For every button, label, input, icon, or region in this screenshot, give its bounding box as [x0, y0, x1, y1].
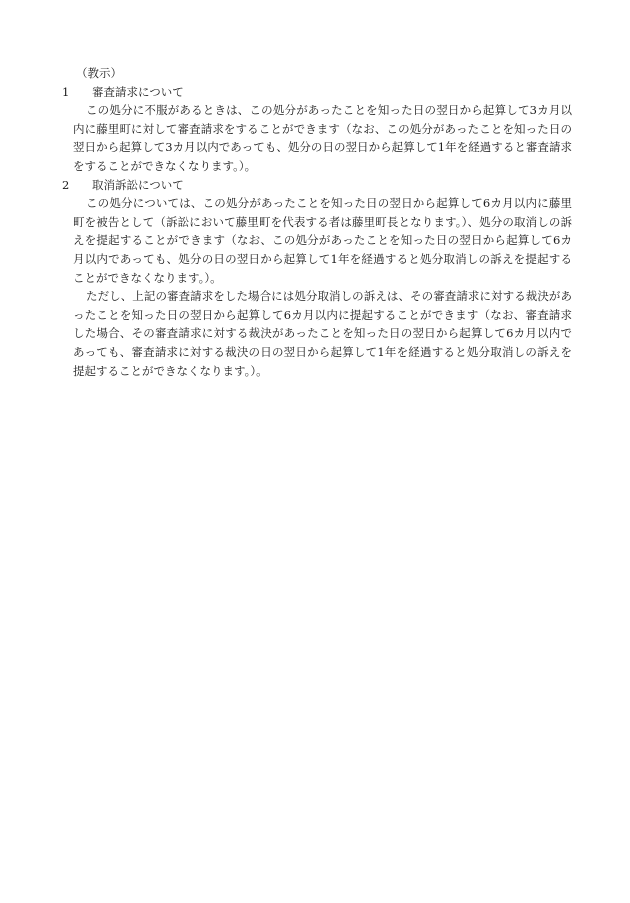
- paragraph: ただし、上記の審査請求をした場合には処分取消しの訴えは、その審査請求に対する裁決があったことを知った日の翌日から起算して6カ月以内に提起することができます（なお、審査請求した場合、その審査請求に対する裁決があったことを知った日の翌日から起算して6カ月以内であっても、審査請求に対する裁決の日の翌日から起算して1年を経過すると処分取消しの訴えを提起することができなくなります。）。: [73, 289, 572, 378]
- section-heading: [62, 83, 572, 102]
- section-heading: [62, 176, 572, 195]
- paragraph: この処分に不服があるときは、この処分があったことを知った日の翌日から起算して3カ月以内に藤里町に対して審査請求をすることができます（なお、この処分があったことを知った日の翌日から起算して3カ月以内であっても、処分の日の翌日から起算して1年を経過すると審査請求をすることができなくなります。）。: [73, 103, 572, 173]
- paragraph: この処分については、この処分があったことを知った日の翌日から起算して6カ月以内に藤里町を被告として（訴訟において藤里町を代表する者は藤里町長となります。）、処分の取消しの訴えを提起することができます（なお、この処分があったことを知った日の翌日から起算して6カ月以内であっても、処分の日の翌日から起算して1年を経過すると処分取消しの訴えを提起することができなくなります。）。: [73, 196, 572, 285]
- section-title: 審査請求について: [92, 84, 184, 99]
- section-body: [73, 194, 572, 380]
- section-lawsuit: [62, 176, 572, 381]
- notice-document: [62, 64, 572, 380]
- section-appeal: [62, 83, 572, 176]
- notice-title: （教示）: [76, 66, 122, 80]
- section-body: [73, 101, 572, 175]
- section-number: 2: [62, 177, 70, 192]
- section-title: 取消訴訟について: [92, 177, 184, 192]
- section-number: 1: [62, 84, 70, 99]
